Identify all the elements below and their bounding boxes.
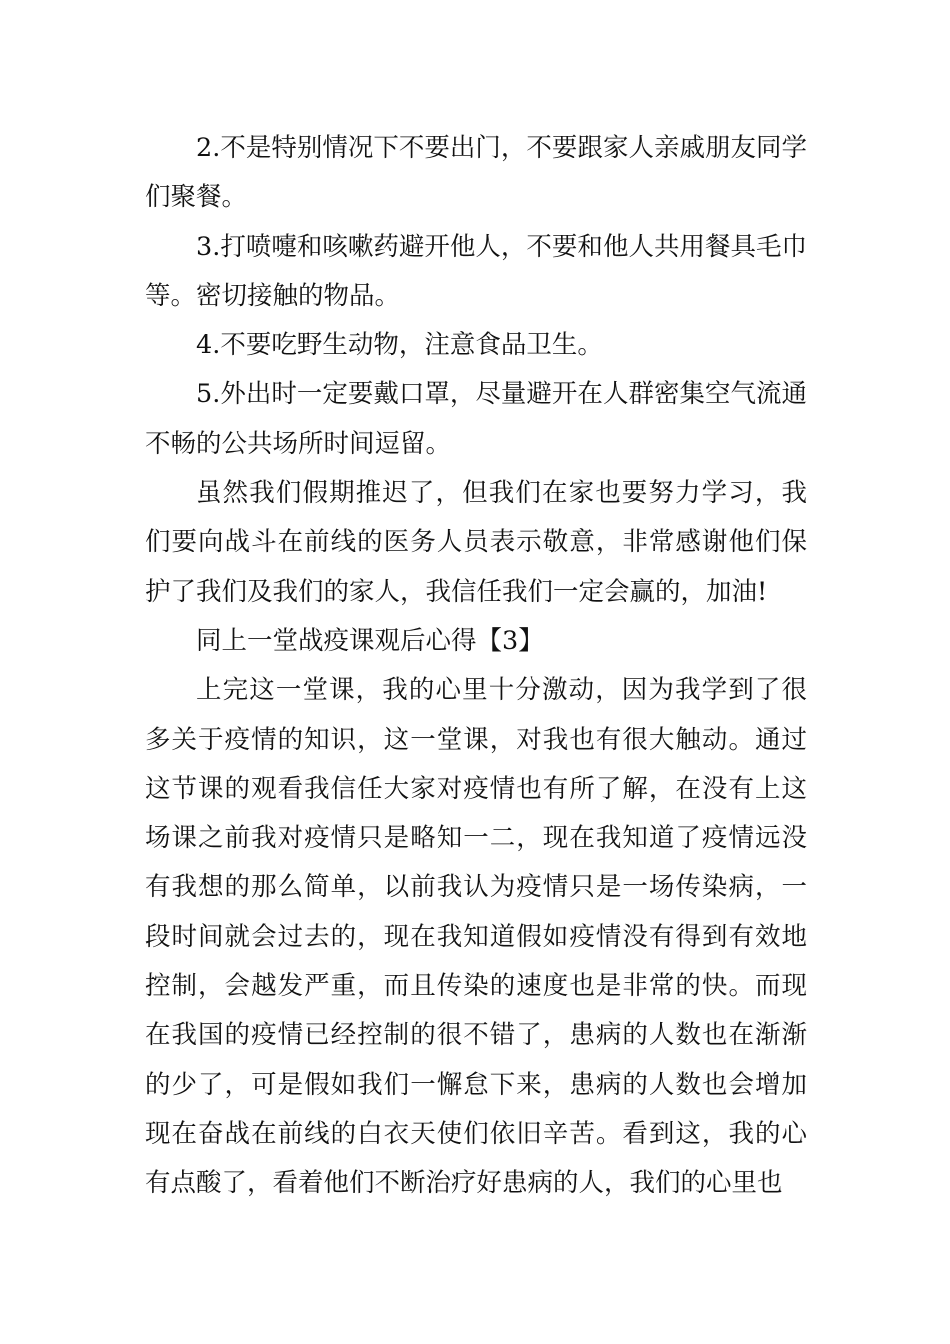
essay-paragraph: 上完这一堂课，我的心里十分激动，因为我学到了很多关于疫情的知识，这一堂课，对我也有很大触动。通过这节课的观看我信任大家对疫情也有所了解，在没有上这场课之前我对疫情只是略知一二，现在我知道了疫情远没有我想的那么简单，以前我认为疫情只是一场传染病，一段时间就会过去的，现在我知道假如疫情没有得到有效地控制，会越发严重，而且传染的速度也是非常的快。而现在我国的疫情已经控制的很不错了，患病的人数也在渐渐的少了，可是假如我们一懈怠下来，患病的人数也会增加现在奋战在前线的白衣天使们依旧辛苦。看到这，我的心有点酸了，看着他们不断治疗好患病的人，我们的心里也 (145, 675, 807, 1199)
list-item-5: 5.外出时一定要戴口罩，尽量避开在人群密集空气流通不畅的公共场所时间逗留。 (145, 379, 807, 459)
list-item-4: 4.不要吃野生动物，注意食品卫生。 (196, 330, 603, 361)
conclusion-paragraph: 虽然我们假期推迟了，但我们在家也要努力学习，我们要向战斗在前线的医务人员表示敬意，非常感谢他们保护了我们及我们的家人，我信任我们一定会赢的，加油! (145, 478, 807, 607)
list-item-3: 3.打喷嚏和咳嗽药避开他人，不要和他人共用餐具毛巾等。密切接触的物品。 (145, 231, 807, 311)
section-heading: 同上一堂战疫课观后心得【3】 (196, 625, 544, 656)
body-text (145, 124, 807, 1209)
list-item-2: 2.不是特别情况下不要出门，不要跟家人亲戚朋友同学们聚餐。 (145, 133, 807, 213)
